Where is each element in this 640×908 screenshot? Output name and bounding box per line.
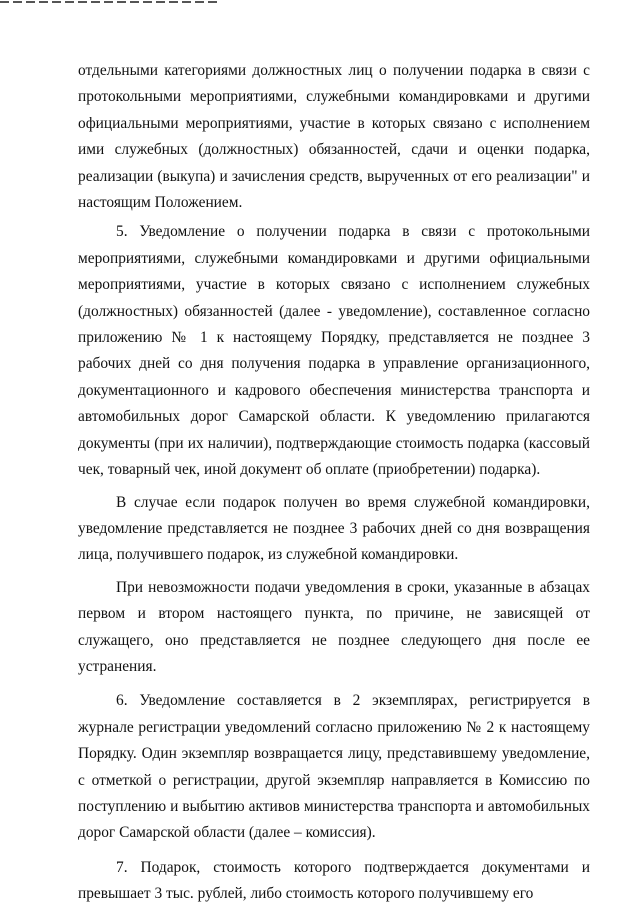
paragraph-impossibility: При невозможности подачи уведомления в сроки, указанные в абзацах первом и втором настоящего пункта, по причине, не зависящей от служащего, оно представляется не позднее следующего дня после ее устранения. <box>78 578 590 675</box>
header-rule <box>0 0 220 6</box>
paragraph-item-6: 6. Уведомление составляется в 2 экземплярах, регистрируется в журнале регистрации уведомлений согласно приложению № 2 к настоящему Порядку. Один экземпляр возвращается лицу, представившему уведомление, с отметкой о регистрации, другой экземпляр направляется в Комиссию по поступлению и выбытию активов министерства транспорта и автомобильных дорог Самарской области (далее – комиссия). <box>78 692 590 842</box>
document-page <box>78 58 590 908</box>
paragraph-continuation: отдельными категориями должностных лиц о получении подарка в связи с протокольными мероприятиями, служебными командировками и другими официальными мероприятиями, участие в которых связано с исполнением ими служебных (должностных) обязанностей, сдачи и оценки подарка, реализации (выкупа) и зачисления средств, вырученных от его реализации" и настоящим Положением. <box>78 62 590 212</box>
paragraph-item-5: 5. Уведомление о получении подарка в связи с протокольными мероприятиями, служебными командировками и другими официальными мероприятиями, участие в которых связано с исполнением служебных (должностных) обязанностей (далее - уведомление), составленное согласно приложению № 1 к настоящему Порядку, представляется не позднее 3 рабочих дней со дня получения подарка в управление организационного, документационного и кадрового обеспечения министерства транспорта и автомобильных дорог Самарской области. К уведомлению прилагаются документы (при их наличии), подтверждающие стоимость подарка (кассовый чек, товарный чек, иной документ об оплате (приобретении) подарка). <box>78 223 590 479</box>
paragraph-business-trip: В случае если подарок получен во время служебной командировки, уведомление представляется не позднее 3 рабочих дней со дня возвращения лица, получившего подарок, из служебной командировки. <box>78 493 590 564</box>
paragraph-item-7: 7. Подарок, стоимость которого подтверждается документами и превышает 3 тыс. рублей, либо стоимость которого получившему его <box>78 858 590 903</box>
